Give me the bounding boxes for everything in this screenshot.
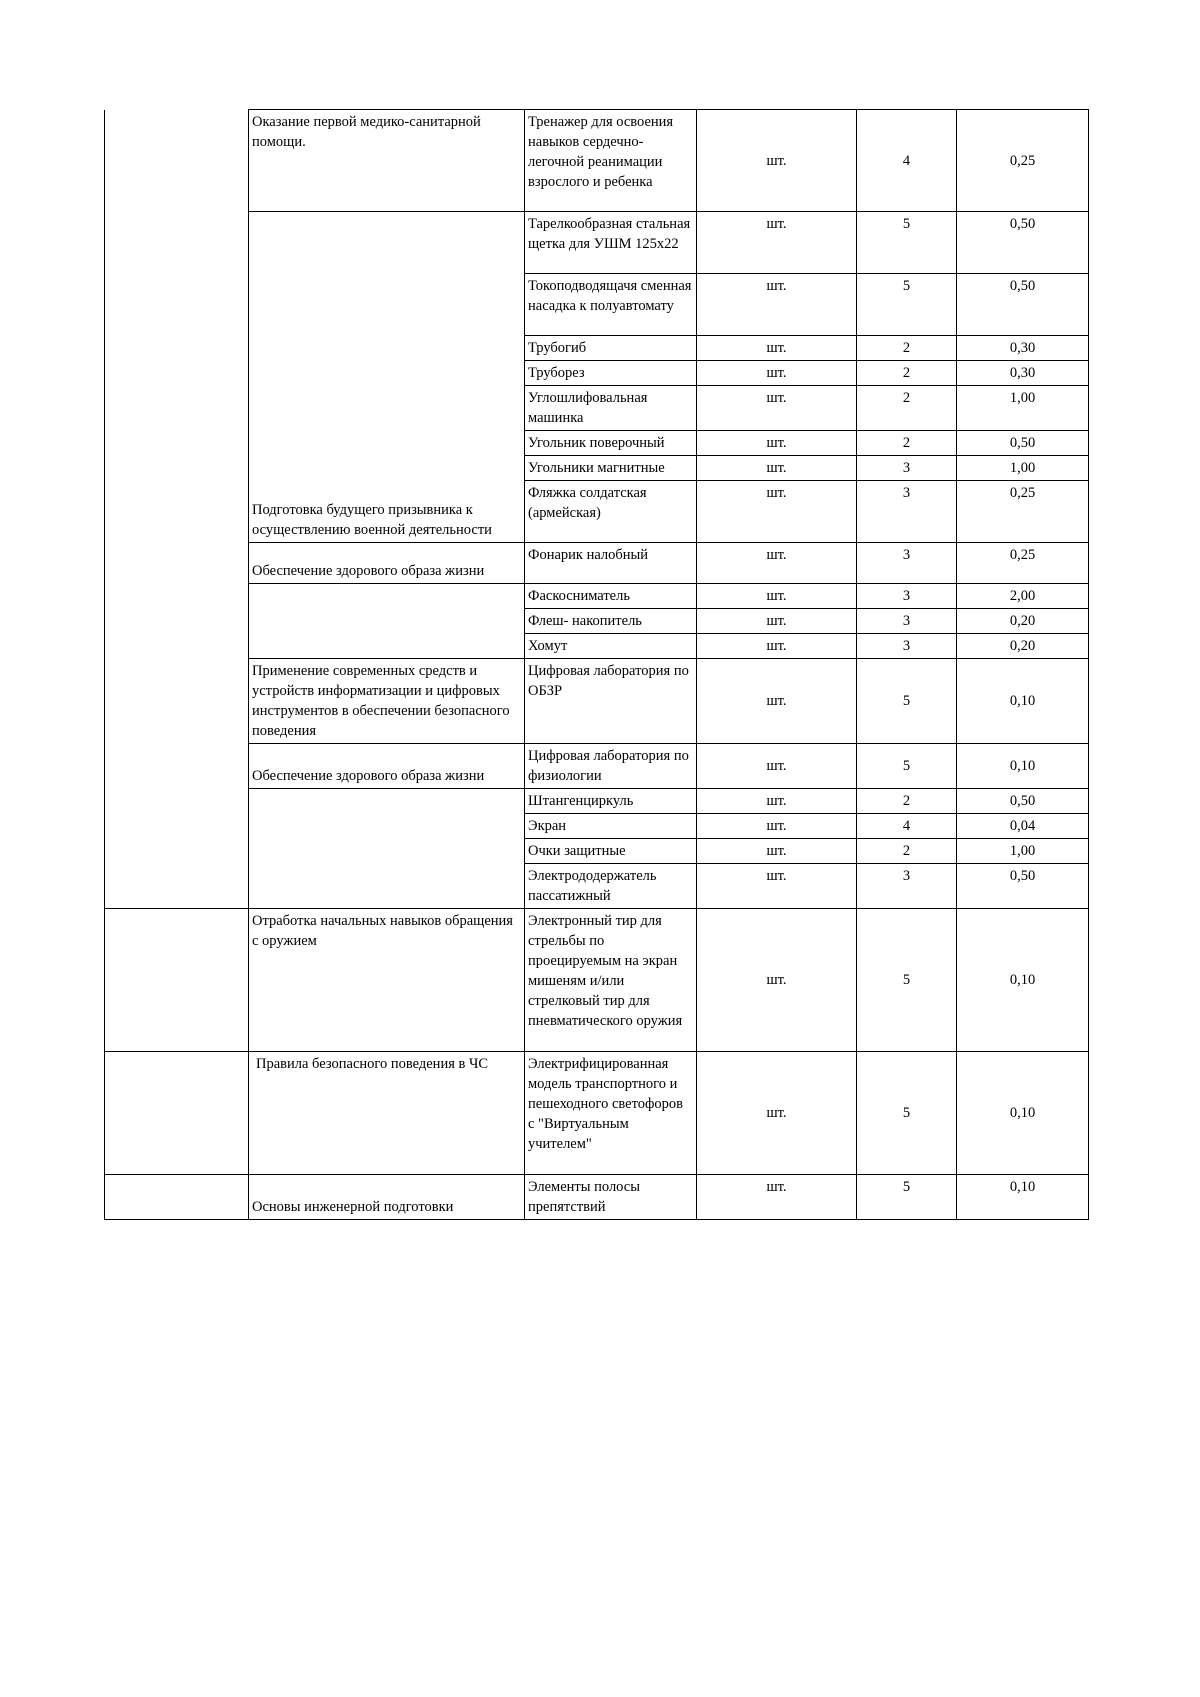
norm-cell: 0,25 bbox=[957, 481, 1089, 543]
norm-cell: 0,50 bbox=[957, 864, 1089, 909]
unit-cell: шт. bbox=[697, 634, 857, 659]
unit-cell: шт. bbox=[697, 609, 857, 634]
norm-cell: 0,50 bbox=[957, 431, 1089, 456]
qty-cell: 5 bbox=[857, 1052, 957, 1175]
table-row bbox=[105, 212, 1089, 274]
table-row bbox=[105, 744, 1089, 789]
unit-cell: шт. bbox=[697, 584, 857, 609]
unit-cell: шт. bbox=[697, 839, 857, 864]
qty-cell: 5 bbox=[857, 909, 957, 1052]
topic-cell: Применение современных средств и устройств информатизации и цифровых инструментов в обеспечении безопасного поведения bbox=[249, 659, 525, 744]
equipment-table bbox=[104, 109, 1089, 1220]
unit-cell: шт. bbox=[697, 1175, 857, 1220]
unit-cell: шт. bbox=[697, 110, 857, 212]
table-row bbox=[105, 584, 1089, 609]
section-cell bbox=[105, 110, 249, 909]
qty-cell: 5 bbox=[857, 1175, 957, 1220]
table-row bbox=[105, 1175, 1089, 1220]
item-cell: Хомут bbox=[525, 634, 697, 659]
unit-cell: шт. bbox=[697, 814, 857, 839]
section-cell bbox=[105, 1052, 249, 1175]
topic-cell bbox=[249, 789, 525, 909]
qty-cell: 2 bbox=[857, 431, 957, 456]
item-cell: Угольники магнитные bbox=[525, 456, 697, 481]
table-row bbox=[105, 1052, 1089, 1175]
qty-cell: 3 bbox=[857, 584, 957, 609]
qty-cell: 2 bbox=[857, 336, 957, 361]
topic-cell: Правила безопасного поведения в ЧС bbox=[249, 1052, 525, 1175]
item-cell: Элементы полосы препятствий bbox=[525, 1175, 697, 1220]
item-cell: Токоподводящачя сменная насадка к полуавтомату bbox=[525, 274, 697, 336]
item-cell: Фонарик налобный bbox=[525, 543, 697, 584]
qty-cell: 5 bbox=[857, 274, 957, 336]
norm-cell: 0,25 bbox=[957, 110, 1089, 212]
unit-cell: шт. bbox=[697, 1052, 857, 1175]
item-cell: Электрифицированная модель транспортного и пешеходного светофоров с "Виртуальным учителем" bbox=[525, 1052, 697, 1175]
qty-cell: 3 bbox=[857, 481, 957, 543]
item-cell: Углошлифовальная машинка bbox=[525, 386, 697, 431]
qty-cell: 3 bbox=[857, 456, 957, 481]
unit-cell: шт. bbox=[697, 543, 857, 584]
topic-cell: Обеспечение здорового образа жизни bbox=[249, 543, 525, 584]
norm-cell: 0,50 bbox=[957, 274, 1089, 336]
qty-cell: 5 bbox=[857, 212, 957, 274]
norm-cell: 0,50 bbox=[957, 789, 1089, 814]
norm-cell: 2,00 bbox=[957, 584, 1089, 609]
unit-cell: шт. bbox=[697, 789, 857, 814]
qty-cell: 3 bbox=[857, 864, 957, 909]
item-cell: Тарелкообразная стальная щетка для УШМ 125х22 bbox=[525, 212, 697, 274]
item-cell: Флеш- накопитель bbox=[525, 609, 697, 634]
qty-cell: 2 bbox=[857, 386, 957, 431]
norm-cell: 1,00 bbox=[957, 456, 1089, 481]
norm-cell: 0,10 bbox=[957, 1175, 1089, 1220]
qty-cell: 3 bbox=[857, 543, 957, 584]
unit-cell: шт. bbox=[697, 864, 857, 909]
item-cell: Штангенциркуль bbox=[525, 789, 697, 814]
qty-cell: 4 bbox=[857, 814, 957, 839]
norm-cell: 0,50 bbox=[957, 212, 1089, 274]
item-cell: Электрододержатель пассатижный bbox=[525, 864, 697, 909]
section-cell bbox=[105, 1175, 249, 1220]
table-row bbox=[105, 789, 1089, 814]
unit-cell: шт. bbox=[697, 274, 857, 336]
item-cell: Угольник поверочный bbox=[525, 431, 697, 456]
table-row bbox=[105, 909, 1089, 1052]
norm-cell: 0,30 bbox=[957, 336, 1089, 361]
qty-cell: 2 bbox=[857, 789, 957, 814]
unit-cell: шт. bbox=[697, 431, 857, 456]
topic-cell: Отработка начальных навыков обращения с оружием bbox=[249, 909, 525, 1052]
topic-cell bbox=[249, 584, 525, 659]
unit-cell: шт. bbox=[697, 481, 857, 543]
norm-cell: 0,25 bbox=[957, 543, 1089, 584]
qty-cell: 2 bbox=[857, 361, 957, 386]
norm-cell: 0,10 bbox=[957, 744, 1089, 789]
item-cell: Электронный тир для стрельбы по проецируемым на экран мишеням и/или стрелковый тир для пневматического оружия bbox=[525, 909, 697, 1052]
norm-cell: 1,00 bbox=[957, 386, 1089, 431]
norm-cell: 0,10 bbox=[957, 659, 1089, 744]
item-cell: Труборез bbox=[525, 361, 697, 386]
topic-cell: Обеспечение здорового образа жизни bbox=[249, 744, 525, 789]
item-cell: Трубогиб bbox=[525, 336, 697, 361]
norm-cell: 0,20 bbox=[957, 634, 1089, 659]
norm-cell: 0,10 bbox=[957, 909, 1089, 1052]
item-cell: Цифровая лаборатория по физиологии bbox=[525, 744, 697, 789]
qty-cell: 2 bbox=[857, 839, 957, 864]
item-cell: Фаскосниматель bbox=[525, 584, 697, 609]
norm-cell: 0,30 bbox=[957, 361, 1089, 386]
unit-cell: шт. bbox=[697, 212, 857, 274]
item-cell: Очки защитные bbox=[525, 839, 697, 864]
norm-cell: 1,00 bbox=[957, 839, 1089, 864]
qty-cell: 5 bbox=[857, 744, 957, 789]
qty-cell: 3 bbox=[857, 634, 957, 659]
unit-cell: шт. bbox=[697, 361, 857, 386]
topic-cell: Оказание первой медико-санитарной помощи. bbox=[249, 110, 525, 212]
unit-cell: шт. bbox=[697, 386, 857, 431]
item-cell: Цифровая лаборатория по ОБЗР bbox=[525, 659, 697, 744]
norm-cell: 0,10 bbox=[957, 1052, 1089, 1175]
topic-cell: Подготовка будущего призывника к осуществлению военной деятельности bbox=[249, 212, 525, 543]
item-cell: Фляжка солдатская (армейская) bbox=[525, 481, 697, 543]
norm-cell: 0,04 bbox=[957, 814, 1089, 839]
section-cell bbox=[105, 909, 249, 1052]
table-row bbox=[105, 543, 1089, 584]
table-row bbox=[105, 659, 1089, 744]
unit-cell: шт. bbox=[697, 909, 857, 1052]
qty-cell: 3 bbox=[857, 609, 957, 634]
item-cell: Экран bbox=[525, 814, 697, 839]
unit-cell: шт. bbox=[697, 744, 857, 789]
item-cell: Тренажер для освоения навыков сердечно-легочной реанимации взрослого и ребенка bbox=[525, 110, 697, 212]
qty-cell: 5 bbox=[857, 659, 957, 744]
topic-cell: Основы инженерной подготовки bbox=[249, 1175, 525, 1220]
unit-cell: шт. bbox=[697, 659, 857, 744]
unit-cell: шт. bbox=[697, 456, 857, 481]
unit-cell: шт. bbox=[697, 336, 857, 361]
qty-cell: 4 bbox=[857, 110, 957, 212]
norm-cell: 0,20 bbox=[957, 609, 1089, 634]
table-row bbox=[105, 110, 1089, 212]
